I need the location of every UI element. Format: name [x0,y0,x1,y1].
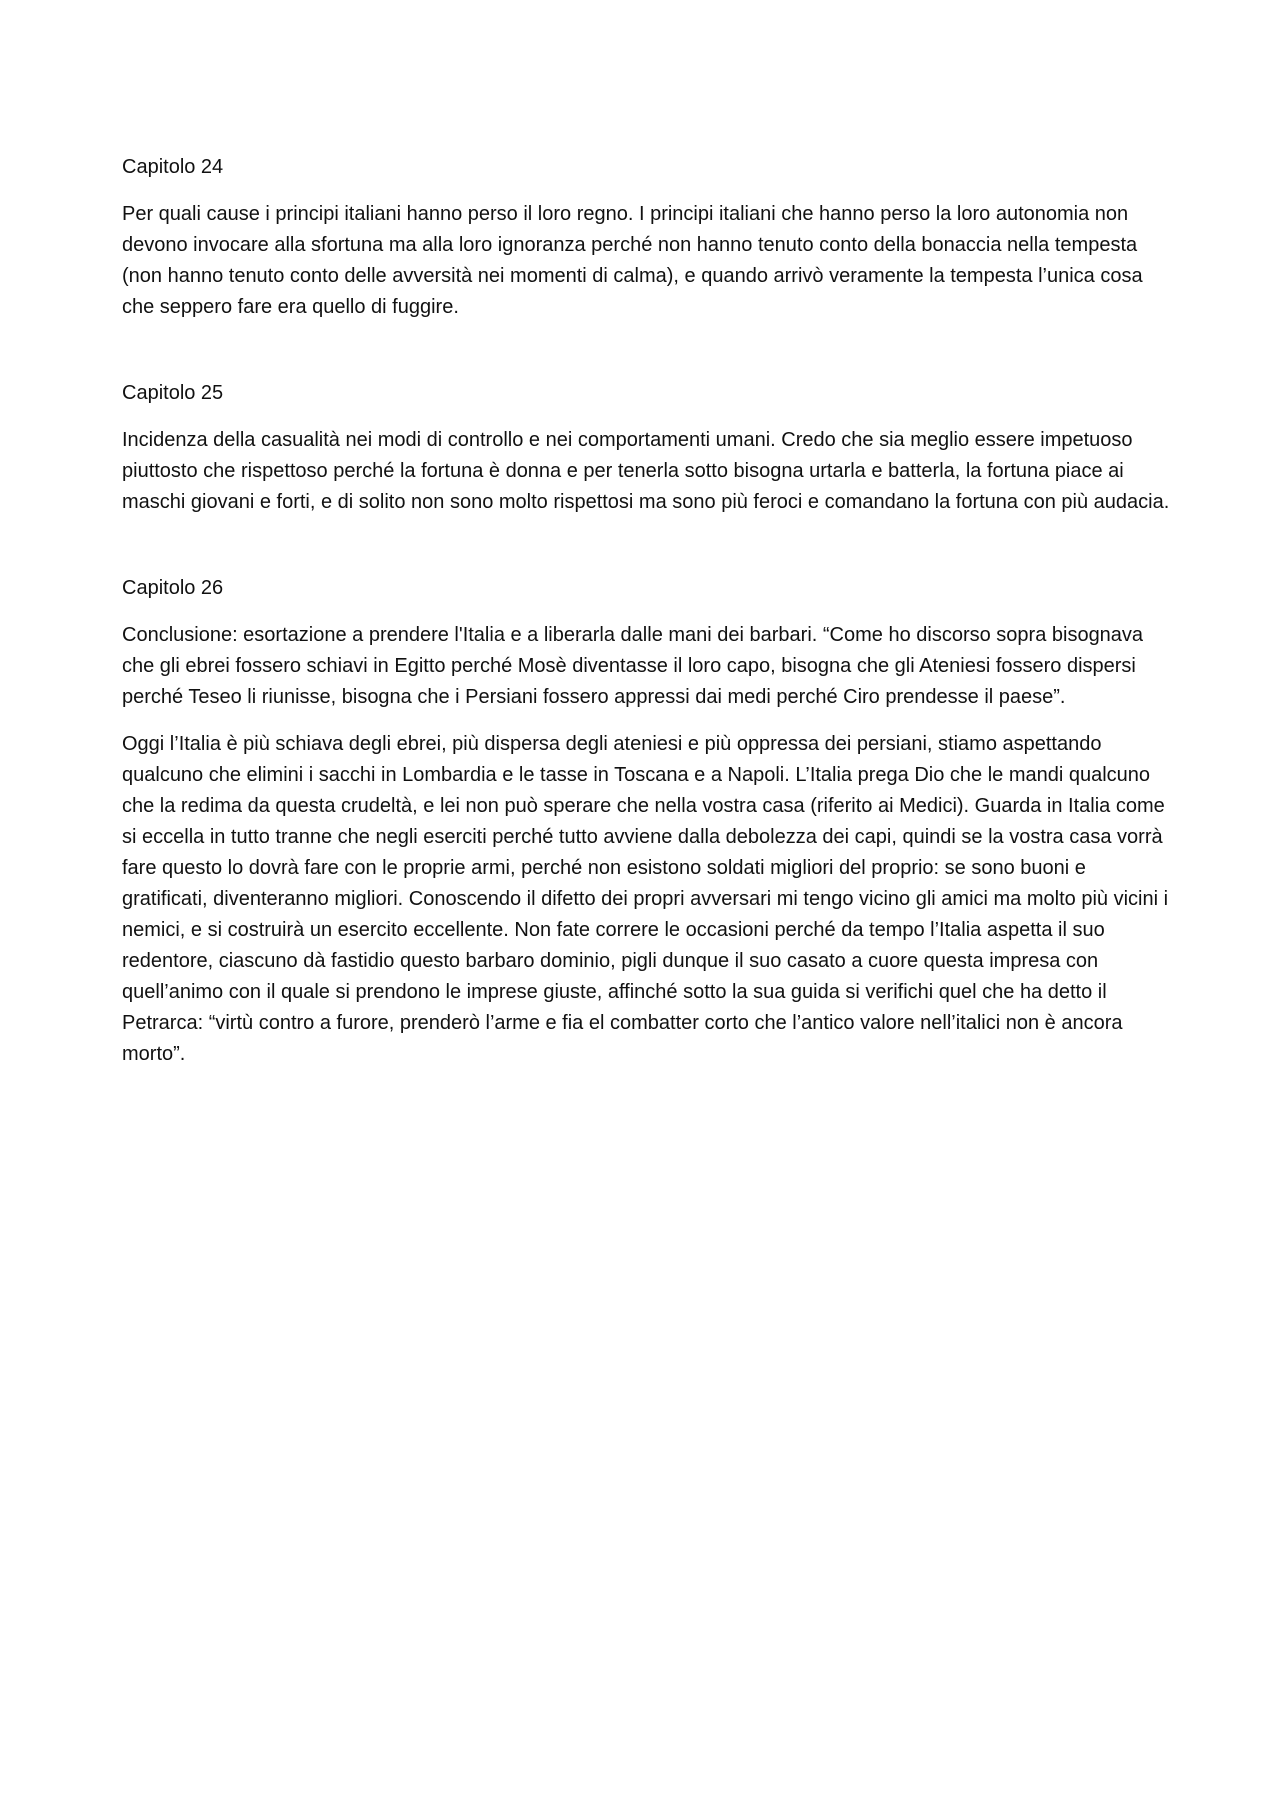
section-capitolo-24 [122,152,1172,323]
document-page [122,152,1172,1070]
section-capitolo-25 [122,378,1172,518]
section-paragraph: Conclusione: esortazione a prendere l'Italia e a liberarla dalle mani dei barbari. “Come ho discorso sopra bisognava che gli ebrei fossero schiavi in Egitto perché Mosè diventasse il loro capo, bisogna che gli Ateniesi fossero dispersi perché Teseo li riunisse, bisogna che i Persiani fossero appressi dai medi perché Ciro prendesse il paese”. [122,624,1144,708]
section-paragraph: Per quali cause i principi italiani hanno perso il loro regno. I principi italiani che hanno perso la loro autonomia non devono invocare alla sfortuna ma alla loro ignoranza perché non hanno tenuto conto della bonaccia nella tempesta (non hanno tenuto conto delle avversità nei momenti di calma), e quando arrivò veramente la tempesta l’unica cosa che seppero fare era quello di fuggire. [122,203,1143,318]
section-paragraph: Oggi l’Italia è più schiava degli ebrei, più dispersa degli ateniesi e più oppressa dei persiani, stiamo aspettando qualcuno che elimini i sacchi in Lombardia e le tasse in Toscana e a Napoli. L’Italia prega Dio che le mandi qualcuno che la redima da questa crudeltà, e lei non può sperare che nella vostra casa (riferito ai Medici). Guarda in Italia come si eccella in tutto tranne che negli eserciti perché tutto avviene dalla debolezza dei capi, quindi se la vostra casa vorrà fare questo lo dovrà fare con le proprie armi, perché non esistono soldati migliori del proprio: se sono buoni e gratificati, diventeranno migliori. Conoscendo il difetto dei propri avversari mi tengo vicino gli amici ma molto più vicini i nemici, e si costruirà un esercito eccellente. Non fate correre le occasioni perché da tempo l’Italia aspetta il suo redentore, ciascuno dà fastidio questo barbaro dominio, pigli dunque il suo casato a cuore questa impresa con quell’animo con il quale si prendono le imprese giuste, affinché sotto la sua guida si verifichi quel che ha detto il Petrarca: “virtù contro a furore, prenderò l’arme e fia el combatter corto che l’antico valore nell’italici non è ancora morto”. [122,733,1169,1065]
section-heading: Capitolo 26 [122,577,224,599]
section-heading: Capitolo 25 [122,382,224,404]
section-paragraph: Incidenza della casualità nei modi di controllo e nei comportamenti umani. Credo che sia meglio essere impetuoso piuttosto che rispettoso perché la fortuna è donna e per tenerla sotto bisogna urtarla e batterla, la fortuna piace ai maschi giovani e forti, e di solito non sono molto rispettosi ma sono più feroci e comandano la fortuna con più audacia. [122,429,1170,513]
section-capitolo-26 [122,573,1172,1070]
section-heading: Capitolo 24 [122,156,224,178]
